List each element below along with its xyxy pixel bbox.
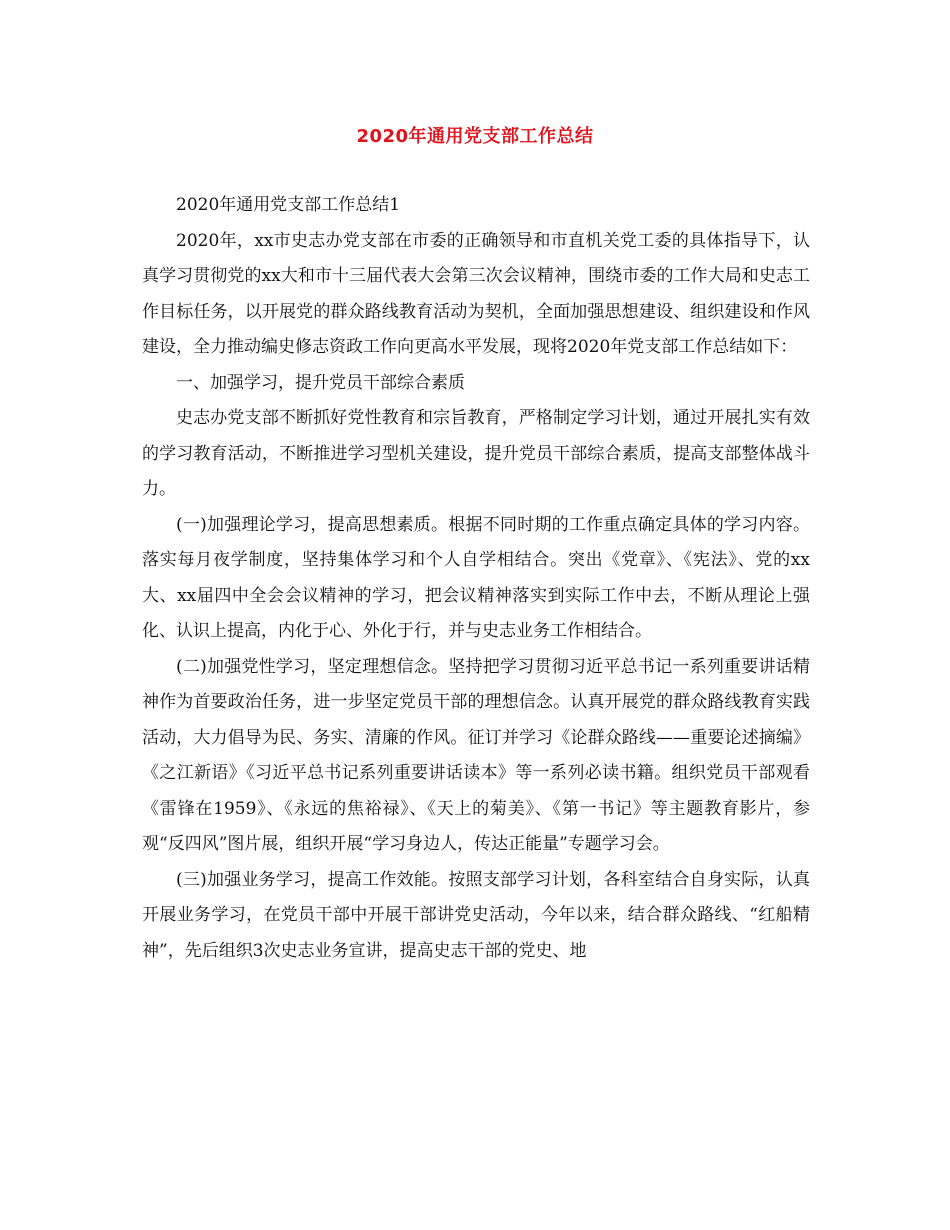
document-title: 2020年通用党支部工作总结 — [356, 126, 594, 147]
paragraph-party-study: (二)加强党性学习，坚定理想信念。坚持把学习贯彻习近平总书记一系列重要讲话精神作为首要政治任务，进一步坚定党员干部的理想信念。认真开展党的群众路线教育实践活动，大力倡导为民、务实、清廉的作风。征订并学习《论群众路线——重要论述摘编》《之江新语》《习近平总书记系列重要讲话读本》等一系列必读书籍。组织党员干部观看《雷锋在1959》、《永远的焦裕禄》、《天上的菊美》、《第一书记》等主题教育影片，参观“反四风”图片展，组织开展“学习身边人，传达正能量”专题学习会。 — [142, 656, 810, 854]
paragraph-section-summary: 史志办党支部不断抓好党性教育和宗旨教育，严格制定学习计划，通过开展扎实有效的学习教育活动，不断推进学习型机关建设，提升党员干部综合素质，提高支部整体战斗力。 — [142, 408, 810, 499]
paragraph-intro: 2020年，xx市史志办党支部在市委的正确领导和市直机关党工委的具体指导下，认真学习贯彻党的xx大和市十三届代表大会第三次会议精神，围绕市委的工作大局和史志工作目标任务，以开展党的群众路线教育活动为契机，全面加强思想建设、组织建设和作风建设，全力推动编史修志资政工作向更高水平发展，现将2020年党支部工作总结如下： — [142, 230, 810, 357]
section-heading: 一、加强学习，提升党员干部综合素质 — [176, 372, 465, 393]
paragraph-subtitle: 2020年通用党支部工作总结1 — [176, 195, 401, 215]
document-body — [142, 188, 810, 969]
paragraph-business-study: (三)加强业务学习，提高工作效能。按照支部学习计划，各科室结合自身实际，认真开展业务学习，在党员干部中开展干部讲党史活动，今年以来，结合群众路线、“红船精神”，先后组织3次史志业务宣讲，提高史志干部的党史、地 — [142, 869, 810, 961]
paragraph-theory-study: (一)加强理论学习，提高思想素质。根据不同时期的工作重点确定具体的学习内容。落实每月夜学制度，坚持集体学习和个人自学相结合。突出《党章》、《宪法》、党的xx大、xx届四中全会会议精神的学习，把会议精神落实到实际工作中去，不断从理论上强化、认识上提高，内化于心、外化于行，并与史志业务工作相结合。 — [142, 514, 810, 641]
